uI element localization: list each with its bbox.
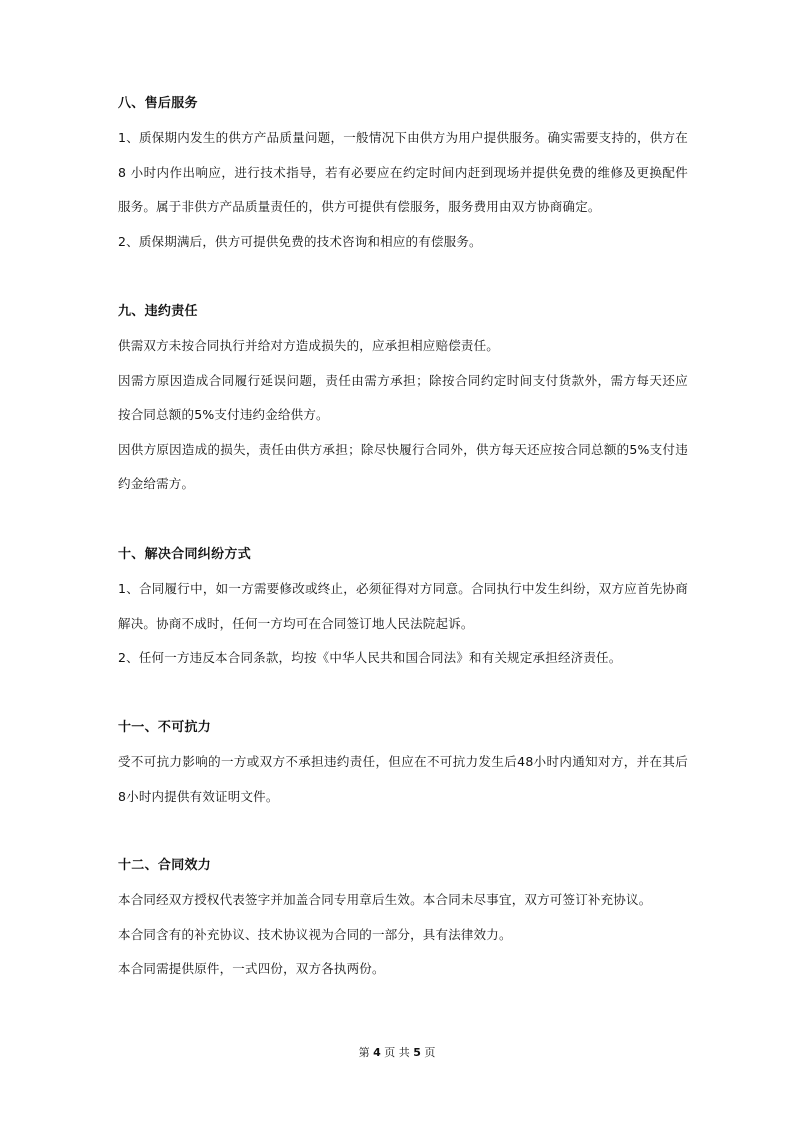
paragraph: 2、任何一方违反本合同条款，均按《中华人民共和国合同法》和有关规定承担经济责任。	[118, 650, 622, 665]
section-heading: 十一、不可抗力	[118, 720, 212, 735]
footer-prefix: 第	[358, 1046, 370, 1059]
current-page-number: 4	[373, 1046, 381, 1059]
section-heading: 九、违约责任	[118, 304, 198, 319]
section-heading: 十、解决合同纠纷方式	[118, 547, 252, 562]
paragraph: 因需方原因造成合同履行延误问题，责任由需方承担；除按合同约定时间支付货款外，需方每天还应按合同总额的5%支付违约金给供方。	[118, 372, 688, 422]
paragraph: 2、质保期满后，供方可提供免费的技术咨询和相应的有偿服务。	[118, 233, 482, 249]
paragraph: 因供方原因造成的损失，责任由供方承担；除尽快履行合同外，供方每天还应按合同总额的5%支付违约金给需方。	[118, 441, 688, 491]
page-number-footer	[0, 1045, 794, 1061]
section-after-sales	[118, 94, 688, 259]
section-contract-validity	[118, 856, 688, 987]
total-page-count: 5	[413, 1046, 421, 1059]
section-heading: 八、售后服务	[118, 96, 198, 111]
paragraph: 1、质保期内发生的供方产品质量问题，一般情况下由供方为用户提供服务。确实需要支持的，供方在 8 小时内作出响应，进行技术指导，若有必要应在约定时间内赶到现场并提供免费的维修及更换配件服务。属于非供方产品质量责任的，供方可提供有偿服务，服务费用由双方协商确定。	[118, 130, 688, 214]
paragraph: 本合同需提供原件，一式四份，双方各执两份。	[118, 961, 385, 976]
paragraph: 本合同含有的补充协议、技术协议视为合同的一部分，具有法律效力。	[118, 926, 512, 942]
paragraph: 本合同经双方授权代表签字并加盖合同专用章后生效。本合同未尽事宜，双方可签订补充协议。	[118, 892, 652, 907]
section-force-majeure	[118, 718, 688, 814]
paragraph: 受不可抗力影响的一方或双方不承担违约责任，但应在不可抗力发生后48小时内通知对方，并在其后8小时内提供有效证明文件。	[118, 754, 688, 804]
footer-middle: 页 共	[384, 1046, 410, 1059]
section-breach-liability	[118, 302, 688, 502]
section-dispute-resolution	[118, 545, 688, 676]
footer-suffix: 页	[424, 1046, 436, 1059]
paragraph: 1、合同履行中，如一方需要修改或终止，必须征得对方同意。合同执行中发生纠纷，双方应首先协商解决。协商不成时，任何一方均可在合同签订地人民法院起诉。	[118, 581, 688, 631]
paragraph: 供需双方未按合同执行并给对方造成损失的，应承担相应赔偿责任。	[118, 338, 500, 353]
section-heading: 十二、合同效力	[118, 858, 212, 873]
